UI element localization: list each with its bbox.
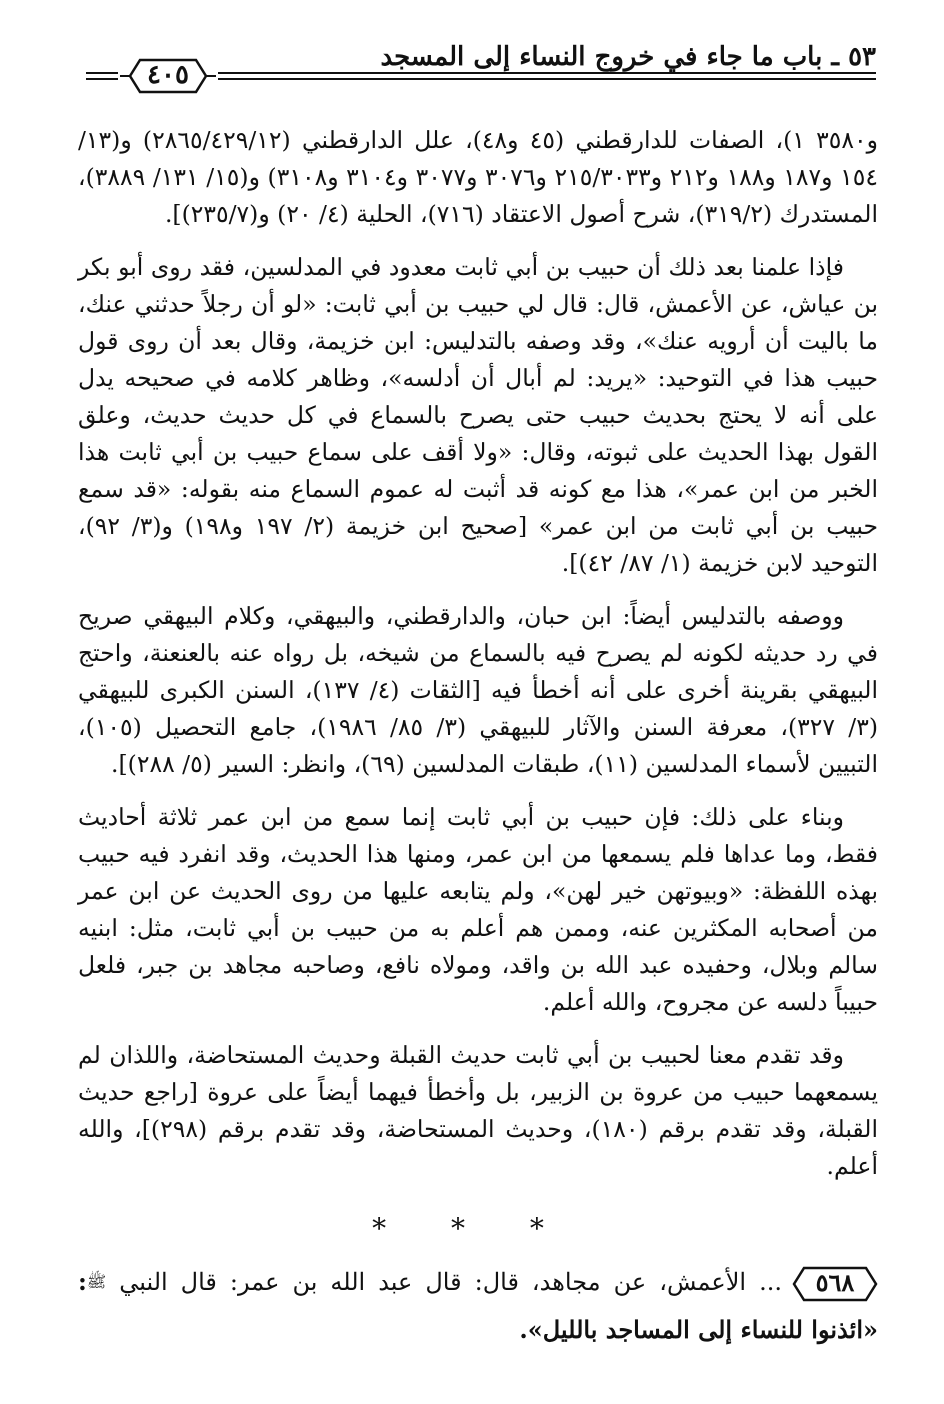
paragraph-citations: و٣٥٨٠ ١)، الصفات للدارقطني (٤٥ و٤٨)، علل الدارقطني (٢٨٦٥/٤٢٩/١٢) و(١٣/ ١٥٤ و١٨٧ و١٨٨ و٢١٢ و٢١٥/٣٠٣٣ و٣٠٧٦ و٣٠٧٧ و٣١٠٤ و٣١٠٨) و(١٥/ ١٣١/ ٣٨٨٩)، المستدرك (٣١٩/٢)، شرح أصول الاعتقاد (٧١٦)، الحلية (٤/ ٢٠) و(٢٣٥/٧)]. — [78, 126, 878, 228]
salawat-glyph: ﷺ — [86, 1272, 107, 1291]
hadith-number-badge — [792, 1265, 878, 1303]
hadith-entry — [78, 1258, 878, 1354]
header-rule-bottom — [218, 78, 876, 80]
paragraph-habib-tadlis: فإذا علمنا بعد ذلك أن حبيب بن أبي ثابت معدود في المدلسين، فقد روى أبو بكر بن عياش، عن الأعمش، قال: قال لي حبيب بن أبي ثابت: «لو أن رجلاً حدثني عنك، ما باليت أن أرويه عنك»، وقد وصفه بالتدليس: ابن خزيمة، وقال بعد أن روى قول حبيب هذا في التوحيد: «يريد: لم أبال أن أدلسه»، وظاهر كلامه في صحيحه يدل على أنه لا يحتج بحديث حبيب حتى يصرح بالسماع في كل حديث حديث، وعلق القول بهذا الحديث على ثبوته، وقال: «ولا أقف على سماع حبيب بن أبي ثابت هذا الخبر من ابن عمر»، هذا مع كونه قد أثبت له عموم السماع منه بقوله: «قد سمع حبيب بن أبي ثابت من ابن عمر» [صحيح ابن خزيمة (٢/ ١٩٧ و١٩٨) و(٣/ ٩٢)، التوحيد لابن خزيمة (١/ ٨٧/ ٤٢)]. — [78, 253, 879, 577]
paragraph-previous-hadiths: وقد تقدم معنا لحبيب بن أبي ثابت حديث القبلة وحديث المستحاضة، واللذان لم يسمعهما حبيب من عروة بن الزبير، بل وأخطأ فيهما أيضاً على عروة [راجع حديث القبلة، وقد تقدم برقم (١٨٠)، وحديث المستحاضة، وقد تقدم برقم (٢٩٨)]، والله أعلم. — [78, 1041, 879, 1180]
commentary-body — [78, 122, 878, 1201]
page-number-badge — [118, 56, 218, 96]
header-rule-left-top — [86, 72, 118, 74]
paragraph-described-tadlis: ووصفه بالتدليس أيضاً: ابن حبان، والدارقطني، والبيهقي، وكلام البيهقي صريح في رد حديثه لكونه لم يصرح فيه بالسماع من شيخه، بل رواه عنه بالعنعنة، واحتج البيهقي بقرينة أخرى على أنه أخطأ فيه [الثقات (٤/ ١٣٧)، السنن الكبرى للبيهقي (٣/ ٣٢٧)، معرفة السنن والآثار للبيهقي (٣/ ٨٥/ ١٩٨٦)، جامع التحصيل (١٠٥)، التبيين لأسماء المدلسين (١١)، طبقات المدلسين (٦٩)، وانظر: السير (٥/ ٢٨٨)]. — [78, 602, 878, 778]
hadith-number: ٥٦٨ — [815, 1267, 855, 1297]
hadith-isnad: ... الأعمش، عن مجاهد، قال: قال عبد الله بن عمر: قال النبي — [119, 1268, 782, 1296]
page-number: ٤٠٥ — [147, 60, 189, 90]
hadith-matn: : «ائذنوا للنساء إلى المساجد بالليل». — [78, 1267, 878, 1344]
paragraph-conclusion: وبناء على ذلك: فإن حبيب بن أبي ثابت إنما سمع من ابن عمر ثلاثة أحاديث فقط، وما عداها فلم يسمعها من ابن عمر، ومنها هذا الحديث، وقد انفرد فيه حبيب بهذه اللفظة: «وبيوتهن خير لهن»، ولم يتابعه عليها من روى الحديث عن ابن عمر من أصحابه المكثرين عنه، وممن هم أعلم به من حبيب بن أبي ثابت، مثل: ابنيه سالم وبلال، وحفيده عبد الله بن واقد، ومولاه نافع، وصاحبه مجاهد بن جبر، فلعل حبيباً دلسه عن مجروح، والله أعلم. — [78, 803, 878, 1016]
section-divider: * * * — [372, 1212, 572, 1245]
running-title: ٥٣ ـ باب ما جاء في خروج النساء إلى المسجد — [380, 42, 876, 72]
header-rule-left-bottom — [86, 78, 118, 80]
header-rule-top — [218, 72, 876, 74]
page-header — [86, 28, 876, 128]
